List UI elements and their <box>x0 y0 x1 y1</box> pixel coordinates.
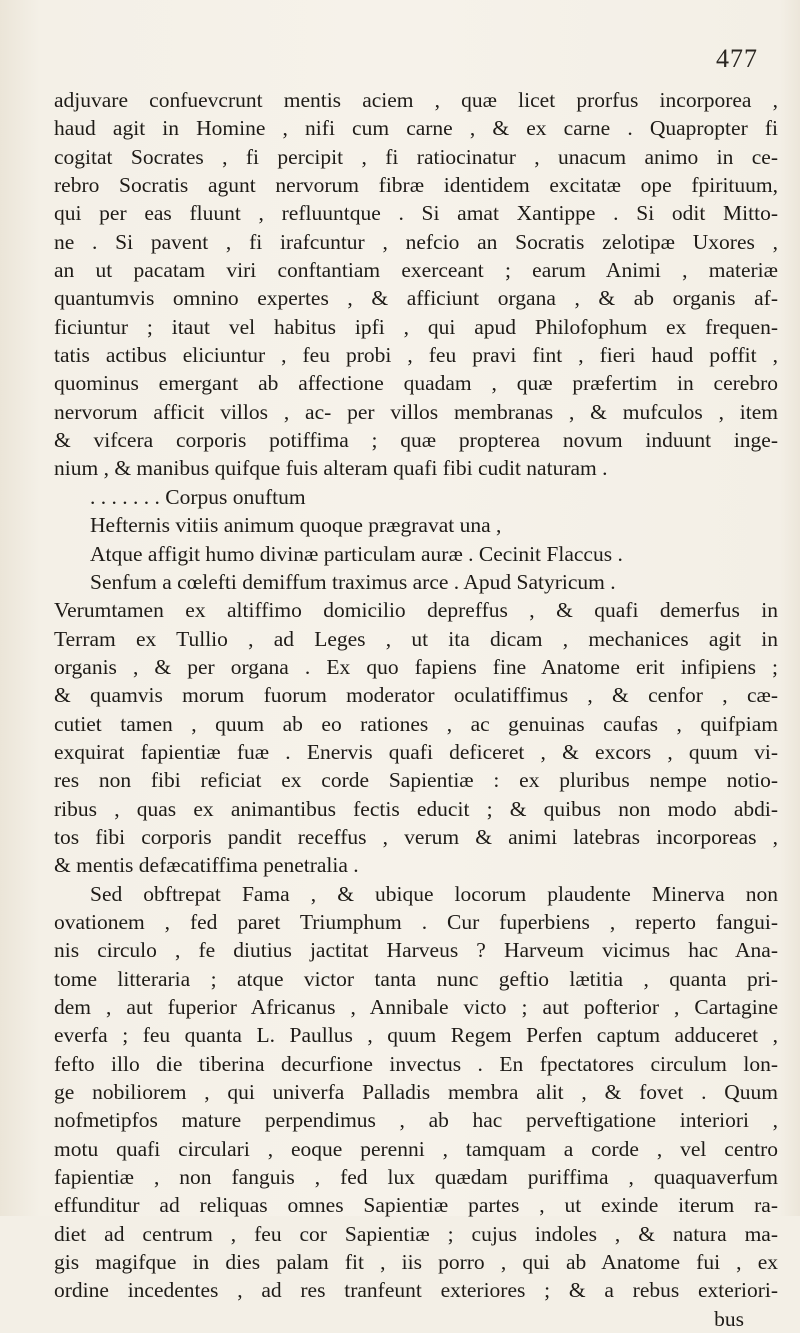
text-line: haud agit in Homine , nifi cum carne , & ex carne . Quapropter fi <box>54 116 778 141</box>
text-line: adjuvare confuevcrunt mentis aciem , quæ licet prorfus incorporea , <box>54 88 778 112</box>
text-line: organis , & per organa . Ex quo fapiens fine Anatome erit infipiens ; <box>54 654 778 679</box>
text-line: Verumtamen ex altiffimo domicilio depreffus , & quafi demerfus in <box>54 598 778 623</box>
text-line: rebro Socratis agunt nervorum fibræ identidem excitatæ ope fpirituum, <box>54 173 778 198</box>
text-line: ovationem , fed paret Triumphum . Cur fuperbiens , reperto fangui- <box>54 909 778 934</box>
text-line: quominus emergant ab affectione quadam , quæ præfertim in cerebro <box>54 371 778 396</box>
text-line: nium , & manibus quifque fuis alteram quafi fibi cudit naturam . <box>54 456 608 481</box>
body-text <box>54 86 778 1333</box>
text-line: tos fibi corporis pandit receffus , verum & animi latebras incorporeas , <box>54 824 778 849</box>
text-line: & mentis defæcatiffima penetralia . <box>54 853 359 878</box>
text-line: tatis actibus eliciuntur , feu probi , feu pravi fint , fieri haud poffit , <box>54 343 778 368</box>
text-line: nis circulo , fe diutius jactitat Harveus ? Harveum vicimus hac Ana- <box>54 938 778 963</box>
text-line: cutiet tamen , quum ab eo rationes , ac genuinas caufas , quifpiam <box>54 711 778 736</box>
text-line: tome litteraria ; atque victor tanta nunc geftio lætitia , quanta pri- <box>54 966 778 991</box>
verse-line: Hefternis vitiis animum quoque prægravat una , <box>90 513 502 538</box>
text-line: diet ad centrum , feu cor Sapientiæ ; cujus indoles , & natura ma- <box>54 1221 778 1246</box>
text-line: effunditur ad reliquas omnes Sapientiæ partes , ut exinde iterum ra- <box>54 1193 778 1218</box>
text-line: ge nobiliorem , qui univerfa Palladis membra alit , & fovet . Quum <box>54 1080 778 1105</box>
text-line: motu quafi circulari , eoque perenni , tamquam a corde , vel centro <box>54 1136 778 1161</box>
text-line: fefto illo die tiberina decurfione invectus . En fpectatores circulum lon- <box>54 1051 778 1076</box>
text-line: & vifcera corporis potiffima ; quæ propterea novum induunt inge- <box>54 428 778 453</box>
text-line: nofmetipfos mature perpendimus , ab hac perveftigatione interiori , <box>54 1108 778 1133</box>
text-line: & quamvis morum fuorum moderator oculatiffimus , & cenfor , cæ- <box>54 683 778 708</box>
text-line: ficiuntur ; itaut vel habitus ipfi , qui apud Philofophum ex frequen- <box>54 314 778 339</box>
verse-line: . . . . . . . Corpus onuftum <box>90 484 306 509</box>
page-number: 477 <box>716 44 758 73</box>
verse-line: Atque affigit humo divinæ particulam auræ . Cecinit Flaccus . <box>90 541 623 566</box>
text-line: qui per eas fluunt , refluuntque . Si amat Xantippe . Si odit Mitto- <box>54 201 778 226</box>
text-line: res non fibi reficiat ex corde Sapientiæ : ex pluribus nempe notio- <box>54 768 778 793</box>
text-line: nervorum afficit villos , ac- per villos membranas , & mufculos , item <box>54 399 778 424</box>
text-line: dem , aut fuperior Africanus , Annibale victo ; aut pofterior , Cartagine <box>54 995 778 1019</box>
text-line: Sed obftrepat Fama , & ubique locorum plaudente Minerva non <box>90 881 778 906</box>
text-line: ribus , quas ex animantibus fectis educit ; & quibus non modo abdi- <box>54 796 778 821</box>
text-line: Terram ex Tullio , ad Leges , ut ita dicam , mechanices agit in <box>54 626 778 651</box>
text-line: an ut pacatam viri conftantiam exerceant ; earum Animi , materiæ <box>54 258 778 283</box>
text-line: exquirat fapientiæ fuæ . Enervis quafi deficeret , & excors , quum vi- <box>54 739 778 764</box>
text-line: everfa ; feu quanta L. Paullus , quum Regem Perfen captum adduceret , <box>54 1023 778 1048</box>
text-line: gis magifque in dies palam fit , iis porro , qui ab Anatome fui , ex <box>54 1250 778 1275</box>
text-line: quantumvis omnino expertes , & afficiunt organa , & ab organis af- <box>54 286 778 311</box>
catchword: bus <box>714 1306 744 1331</box>
text-line: ne . Si pavent , fi irafcuntur , nefcio an Socratis zelotipæ Uxores , <box>54 229 778 254</box>
verse-line: Senfum a cœlefti demiffum traximus arce . Apud Satyricum . <box>90 569 616 594</box>
text-line: ordine incedentes , ad res tranfeunt exteriores ; & a rebus exteriori- <box>54 1278 778 1303</box>
text-line: fapientiæ , non fanguis , fed lux quædam puriffima , quaquaverfum <box>54 1165 778 1190</box>
text-line: cogitat Socrates , fi percipit , fi ratiocinatur , unacum animo in ce- <box>54 144 778 169</box>
